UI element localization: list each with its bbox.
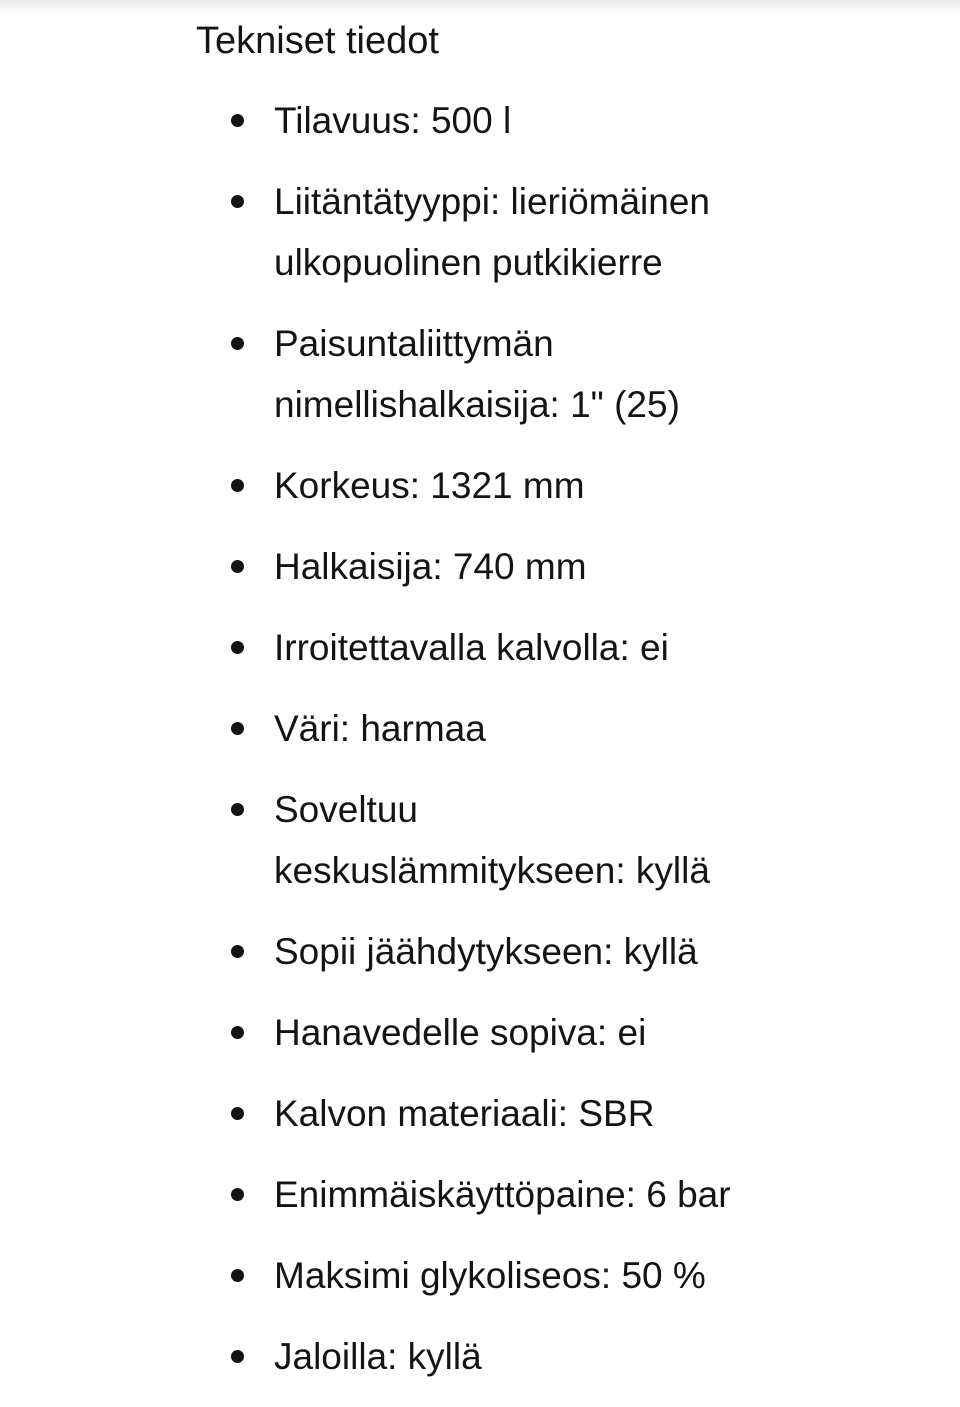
bullet-icon <box>231 722 244 735</box>
spec-text: Maksimi glykoliseos: 50 % <box>274 1255 706 1296</box>
bullet-icon <box>231 1188 244 1201</box>
spec-text: Sopii jäähdytykseen: kyllä <box>274 931 698 972</box>
spec-item-max-pressure <box>0 1164 754 1225</box>
spec-item-cooling <box>0 921 754 982</box>
bullet-icon <box>231 1269 244 1282</box>
bullet-icon <box>231 1026 244 1039</box>
spec-item-height <box>0 455 754 516</box>
spec-item-expansion-diameter <box>0 313 754 435</box>
spec-item-max-glycol <box>0 1245 754 1306</box>
spec-item-color <box>0 698 754 759</box>
section-heading: Tekniset tiedot <box>196 20 439 62</box>
spec-text: Soveltuu keskuslämmitykseen: kyllä <box>274 789 710 891</box>
bullet-icon <box>231 195 244 208</box>
spec-text: Liitäntätyyppi: lieriömäinen ulkopuolinen putkikierre <box>274 181 711 283</box>
top-bar-shadow <box>0 0 960 14</box>
spec-text: Kalvon materiaali: SBR <box>274 1093 655 1134</box>
spec-text: Halkaisija: 740 mm <box>274 546 587 587</box>
bullet-icon <box>231 1350 244 1363</box>
spec-text: Hanavedelle sopiva: ei <box>274 1012 647 1053</box>
bullet-icon <box>231 945 244 958</box>
spec-item-membrane-material <box>0 1083 754 1144</box>
spec-item-diameter <box>0 536 754 597</box>
bullet-icon <box>231 114 244 127</box>
spec-text: Paisuntaliittymän nimellishalkaisija: 1" (25) <box>274 323 680 425</box>
bullet-icon <box>231 641 244 654</box>
spec-text: Korkeus: 1321 mm <box>274 465 585 506</box>
bullet-icon <box>231 1107 244 1120</box>
spec-text: Enimmäiskäyttöpaine: 6 bar <box>274 1174 731 1215</box>
bullet-icon <box>231 337 244 350</box>
bullet-icon <box>231 803 244 816</box>
bullet-icon <box>231 479 244 492</box>
spec-text: Väri: harmaa <box>274 708 486 749</box>
spec-list <box>0 90 960 1407</box>
spec-item-central-heating <box>0 779 754 901</box>
bullet-icon <box>231 560 244 573</box>
spec-item-capacity <box>0 90 754 151</box>
spec-text: Jaloilla: kyllä <box>274 1336 482 1377</box>
spec-item-tap-water <box>0 1002 754 1063</box>
spec-text: Irroitettavalla kalvolla: ei <box>274 627 669 668</box>
spec-item-legs <box>0 1326 754 1387</box>
spec-item-removable-membrane <box>0 617 754 678</box>
spec-item-connection-type <box>0 171 754 293</box>
spec-text: Tilavuus: 500 l <box>274 100 512 141</box>
